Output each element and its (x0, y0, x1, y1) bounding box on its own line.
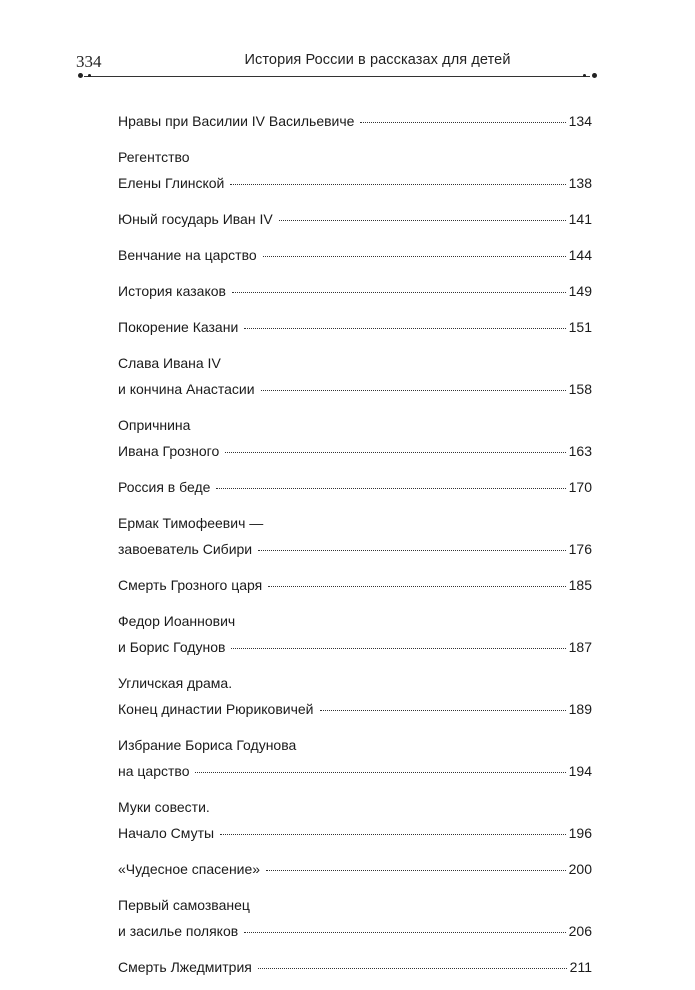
toc-page-number: 151 (568, 319, 592, 335)
toc-entry-title: Покорение Казани (118, 319, 239, 335)
toc-entry-title: Венчание на царство (118, 247, 257, 263)
toc-entry-line (118, 438, 592, 464)
dot-leader (360, 121, 565, 123)
toc-entry (118, 954, 592, 980)
toc-entry-line (118, 376, 592, 402)
toc-entry-title: Елены Глинской (118, 175, 225, 191)
toc-entry-line (118, 170, 592, 196)
toc-entry-title: Избрание Бориса Годунова (118, 737, 297, 753)
toc-page-number: 134 (568, 113, 592, 129)
toc-entry (118, 242, 592, 268)
toc-entry-line (118, 278, 592, 304)
toc-entry (118, 314, 592, 340)
toc-entry (118, 892, 592, 944)
toc-entry-title: Начало Смуты (118, 825, 215, 841)
toc-entry-title: История казаков (118, 283, 226, 299)
toc-entry-title: «Чудесное спасение» (118, 861, 261, 877)
dot-leader (230, 183, 565, 185)
toc-entry-line (118, 892, 592, 918)
dot-leader (225, 451, 565, 453)
toc-entry (118, 350, 592, 402)
toc-entry-title: Ивана Грозного (118, 443, 220, 459)
toc-entry-title: Нравы при Василии IV Васильевиче (118, 113, 355, 129)
toc-page-number: 187 (568, 639, 592, 655)
toc-entry-line (118, 856, 592, 882)
dot-leader (268, 585, 565, 587)
toc-page-number: 200 (568, 861, 592, 877)
toc-entry (118, 278, 592, 304)
dot-leader (231, 647, 565, 649)
rule-ornament-right (592, 73, 597, 78)
toc-entry-line (118, 412, 592, 438)
toc-entry (118, 510, 592, 562)
toc-entry-line (118, 144, 592, 170)
toc-entry-line (118, 242, 592, 268)
toc-entry-title: и Борис Годунов (118, 639, 226, 655)
toc-entry-line (118, 608, 592, 634)
rule-ornament-right-inner (583, 74, 586, 77)
toc-entry (118, 732, 592, 784)
toc-page-number: 138 (568, 175, 592, 191)
toc-entry-line (118, 510, 592, 536)
toc-entry-line (118, 314, 592, 340)
toc-page-number: 206 (568, 923, 592, 939)
toc-entry-line (118, 954, 592, 980)
toc-entry (118, 670, 592, 722)
toc-page-number: 163 (568, 443, 592, 459)
toc-entry-title: Конец династии Рюриковичей (118, 701, 314, 717)
dot-leader (263, 255, 566, 257)
toc-page-number: 144 (568, 247, 592, 263)
toc-entry-title: Слава Ивана IV (118, 355, 221, 371)
dot-leader (195, 771, 565, 773)
toc-entry-title: и засилье поляков (118, 923, 239, 939)
toc-entry (118, 108, 592, 134)
toc-entry-title: Опричнина (118, 417, 191, 433)
dot-leader (244, 931, 565, 933)
toc-entry (118, 856, 592, 882)
toc-entry-title: завоеватель Сибири (118, 541, 253, 557)
toc-entry-line (118, 918, 592, 944)
dot-leader (216, 487, 565, 489)
toc-entry (118, 144, 592, 196)
toc-entry-title: Федор Иоаннович (118, 613, 236, 629)
dot-leader (232, 291, 566, 293)
rule-ornament-left (78, 73, 83, 78)
running-title: История России в рассказах для детей (244, 52, 511, 68)
toc-entry-line (118, 634, 592, 660)
toc-entry-title: Регентство (118, 149, 190, 165)
toc-entry-line (118, 732, 592, 758)
toc-page-number: 176 (568, 541, 592, 557)
toc-entry (118, 608, 592, 660)
toc-page-number: 194 (568, 763, 592, 779)
page-number: 334 (76, 52, 102, 71)
toc-entry-title: Угличская драма. (118, 675, 233, 691)
toc-entry-line (118, 758, 592, 784)
toc-entry-title: Смерть Грозного царя (118, 577, 263, 593)
toc-entry (118, 474, 592, 500)
toc-entry-line (118, 696, 592, 722)
dot-leader (261, 389, 566, 391)
dot-leader (220, 833, 566, 835)
toc-entry-line (118, 206, 592, 232)
toc-entry (118, 206, 592, 232)
dot-leader (279, 219, 566, 221)
toc-page-number: 211 (569, 959, 592, 975)
toc-entry-line (118, 820, 592, 846)
rule-ornament-left-inner (88, 74, 91, 77)
toc-entry-title: Муки совести. (118, 799, 210, 815)
header-rule (84, 76, 590, 77)
dot-leader (258, 967, 567, 969)
toc-page-number: 185 (568, 577, 592, 593)
toc-entry-title: Россия в беде (118, 479, 211, 495)
dot-leader (266, 869, 566, 871)
dot-leader (244, 327, 565, 329)
table-of-contents (118, 108, 592, 990)
toc-page-number: 158 (568, 381, 592, 397)
toc-page-number: 149 (568, 283, 592, 299)
toc-entry-line (118, 794, 592, 820)
toc-entry-title: на царство (118, 763, 190, 779)
dot-leader (258, 549, 566, 551)
toc-entry (118, 794, 592, 846)
toc-entry-title: и кончина Анастасии (118, 381, 255, 397)
toc-page-number: 141 (568, 211, 592, 227)
toc-entry-title: Юный государь Иван IV (118, 211, 273, 227)
dot-leader (320, 709, 566, 711)
toc-entry-title: Ермак Тимофеевич — (118, 515, 264, 531)
toc-entry (118, 572, 592, 598)
toc-entry-title: Первый самозванец (118, 897, 250, 913)
toc-entry-line (118, 670, 592, 696)
toc-page-number: 170 (568, 479, 592, 495)
toc-entry-line (118, 350, 592, 376)
toc-page-number: 196 (568, 825, 592, 841)
toc-entry (118, 412, 592, 464)
toc-entry-line (118, 536, 592, 562)
toc-entry-line (118, 108, 592, 134)
toc-entry-line (118, 572, 592, 598)
toc-entry-title: Смерть Лжедмитрия (118, 959, 252, 975)
toc-page-number: 189 (568, 701, 592, 717)
toc-entry-line (118, 474, 592, 500)
